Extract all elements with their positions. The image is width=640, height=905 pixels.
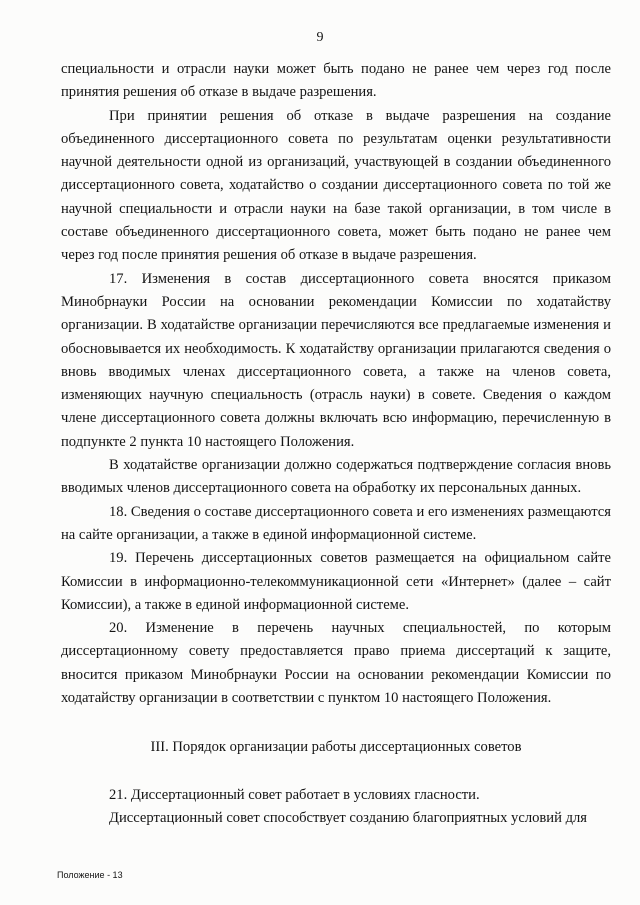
- paragraph: специальности и отрасли науки может быть подано не ранее чем через год после принятия решения об отказе в выдаче разрешения.: [61, 61, 611, 101]
- section-heading: III. Порядок организации работы диссертационных советов: [150, 739, 522, 756]
- paragraphs-after-heading: [61, 784, 611, 831]
- page-number: 9: [316, 30, 324, 45]
- paragraph: Диссертационный совет способствует созданию благоприятных условий для: [109, 809, 587, 826]
- paragraph: 19. Перечень диссертационных советов размещается на официальном сайте Комиссии в информационно-телекоммуникационной сети «Интернет» (далее – сайт Комиссии), а также в единой информационной системе.: [61, 550, 611, 613]
- paragraphs-before-heading: [61, 58, 611, 710]
- paragraph: При принятии решения об отказе в выдаче разрешения на создание объединенного диссертационного совета по результатам оценки результативности научной деятельности одной из организаций, участвующей в создании объединенного диссертационного совета, ходатайство о создании диссертационного совета по той же научной специальности и отрасли науки на базе такой организации, в том числе в составе объединенного диссертационного совета, может быть подано не ранее чем через год после принятия решения об отказе в выдаче разрешения.: [61, 107, 611, 264]
- footer-label: Положение - 13: [57, 870, 123, 880]
- paragraph: 21. Диссертационный совет работает в условиях гласности.: [109, 786, 480, 803]
- paragraph: В ходатайстве организации должно содержаться подтверждение согласия вновь вводимых членов диссертационного совета на обработку их персональных данных.: [61, 457, 611, 497]
- paragraph: 20. Изменение в перечень научных специальностей, по которым диссертационному совету предоставляется право приема диссертаций к защите, вносится приказом Минобрнауки России на основании рекомендации Комиссии по ходатайству организации в соответствии с пунктом 10 настоящего Положения.: [61, 620, 611, 707]
- paragraph: 17. Изменения в состав диссертационного совета вносятся приказом Минобрнауки России на основании рекомендации Комиссии по ходатайству организации. В ходатайстве организации перечисляются все предлагаемые изменения и обосновывается их необходимость. К ходатайству организации прилагаются сведения о вновь вводимых членах диссертационного совета, а также на членов совета, изменяющих научную специальность (отрасль науки) в совете. Сведения о каждом члене диссертационного совета должны включать всю информацию, перечисленную в подпункте 2 пункта 10 настоящего Положения.: [61, 270, 611, 450]
- document-body: [61, 58, 611, 830]
- paragraph: 18. Сведения о составе диссертационного совета и его изменениях размещаются на сайте организации, а также в единой информационной системе.: [61, 503, 611, 543]
